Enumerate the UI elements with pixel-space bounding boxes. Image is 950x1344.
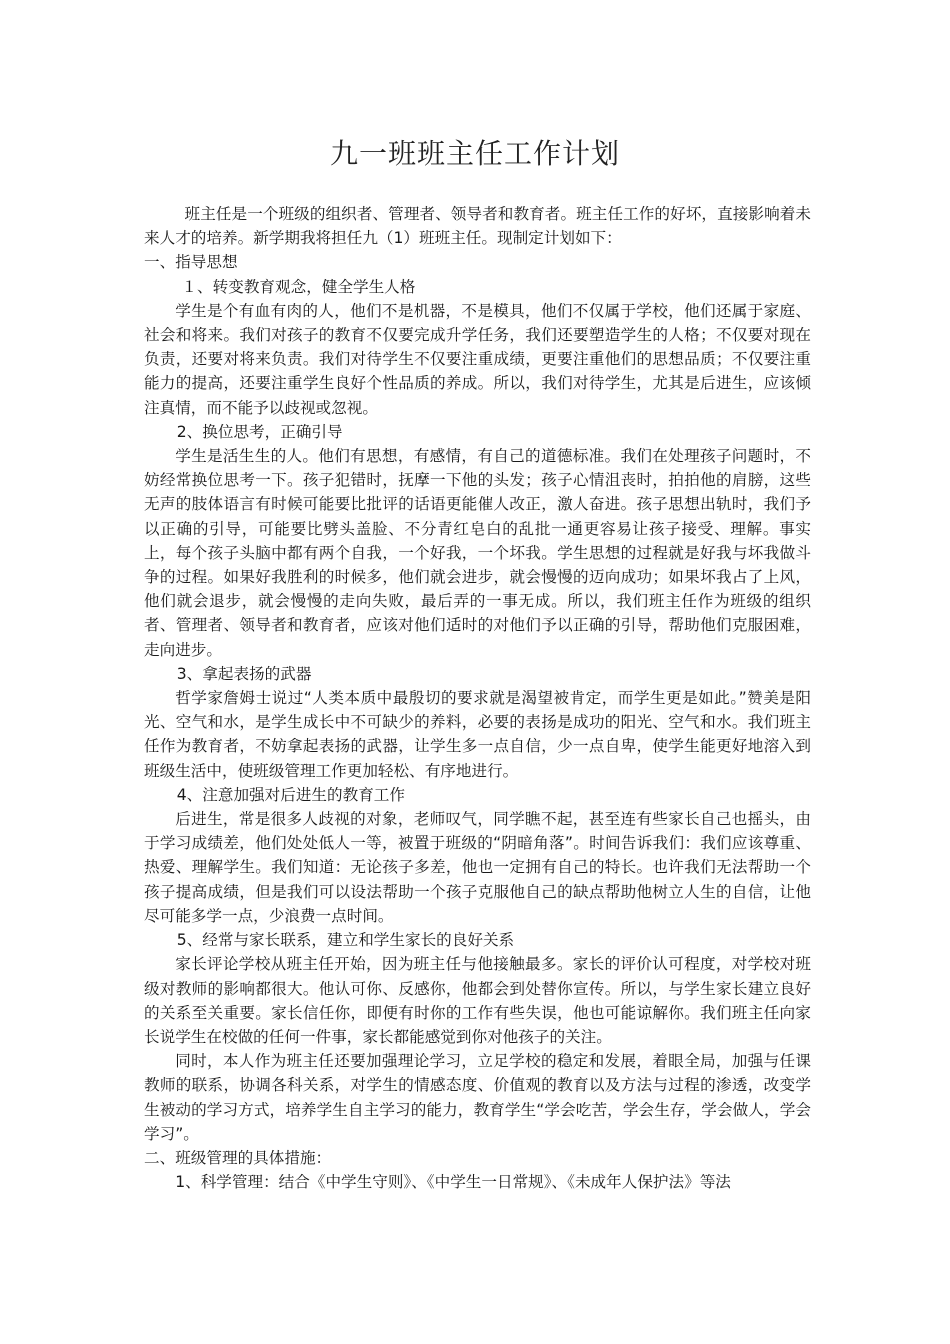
subsection-heading: １、转变教育观念，健全学生人格	[181, 277, 416, 296]
subsection-heading: 4、注意加强对后进生的教育工作	[176, 785, 405, 804]
body-paragraph: 后进生，常是很多人歧视的对象，老师叹气，同学瞧不起，甚至连有些家长自己也摇头，由于学习成绩差，他们处处低人一等，被置于班级的“阴暗角落”。时间告诉我们：我们应该尊重、热爱、理解学生。我们知道：无论孩子多差，他也一定拥有自己的特长。也许我们无法帮助一个孩子提高成绩，但是我们可以设法帮助一个孩子克服他自己的缺点帮助他树立人生的自信，让他尽可能多学一点，少浪费一点时间。	[144, 810, 811, 925]
section-heading: 二、班级管理的具体措施：	[144, 1148, 332, 1167]
document-body	[144, 202, 811, 1194]
body-paragraph: 哲学家詹姆士说过“人类本质中最殷切的要求就是渴望被肯定，而学生更是如此。”赞美是阳光、空气和水，是学生成长中不可缺少的养料，必要的表扬是成功的阳光、空气和水。我们班主任作为教育者，不妨拿起表扬的武器，让学生多一点自信，少一点自卑，使学生能更好地溶入到班级生活中，使班级管理工作更加轻松、有序地进行。	[144, 689, 811, 780]
subsection-heading: 2、换位思考，正确引导	[176, 422, 343, 441]
body-paragraph: 家长评论学校从班主任开始，因为班主任与他接触最多。家长的评价认可程度，对学校对班级对教师的影响都很大。他认可你、反感你，他都会到处替你宣传。所以，与学生家长建立良好的关系至关重要。家长信任你，即便有时你的工作有些失误，他也可能谅解你。我们班主任向家长说学生在校做的任何一件事，家长都能感觉到你对他孩子的关注。	[144, 955, 811, 1046]
body-paragraph: 学生是个有血有肉的人，他们不是机器，不是模具，他们不仅属于学校，他们还属于家庭、社会和将来。我们对孩子的教育不仅要完成升学任务，我们还要塑造学生的人格；不仅要对现在负责，还要对将来负责。我们对待学生不仅要注重成绩，更要注重他们的思想品质；不仅要注重能力的提高，还要注重学生良好个性品质的养成。所以，我们对待学生，尤其是后进生，应该倾注真情，而不能予以歧视或忽视。	[144, 301, 811, 417]
section-heading: 一、指导思想	[144, 253, 238, 272]
subsection-heading: 3、拿起表扬的武器	[176, 664, 312, 683]
body-paragraph: 1、科学管理：结合《中学生守则》、《中学生一日常规》、《未成年人保护法》等法	[175, 1173, 731, 1192]
body-paragraph: 同时，本人作为班主任还要加强理论学习，立足学校的稳定和发展，着眼全局，加强与任课教师的联系，协调各科关系，对学生的情感态度、价值观的教育以及方法与过程的渗透，改变学生被动的学习方式，培养学生自主学习的能力，教育学生“学会吃苦，学会生存，学会做人，学会学习”。	[144, 1052, 811, 1143]
page-title: 九一班班主任工作计划	[329, 137, 620, 170]
subsection-heading: 5、经常与家长联系，建立和学生家长的良好关系	[176, 931, 515, 950]
body-paragraph: 班主任是一个班级的组织者、管理者、领导者和教育者。班主任工作的好坏，直接影响着未来人才的培养。新学期我将担任九（1）班班主任。现制定计划如下：	[144, 205, 811, 248]
body-paragraph: 学生是活生生的人。他们有思想，有感情，有自己的道德标准。我们在处理孩子问题时，不妨经常换位思考一下。孩子犯错时，抚摩一下他的头发；孩子心情沮丧时，拍拍他的肩膀，这些无声的肢体语言有时候可能要比批评的话语更能催人改正，激人奋进。孩子思想出轨时，我们予以正确的引导，可能要比劈头盖脸、不分青红皂白的乱批一通更容易让孩子接受、理解。事实上，每个孩子头脑中都有两个自我，一个好我，一个坏我。学生思想的过程就是好我与坏我做斗争的过程。如果好我胜利的时候多，他们就会进步，就会慢慢的迈向成功；如果坏我占了上风，他们就会退步，就会慢慢的走向失败，最后弄的一事无成。所以，我们班主任作为班级的组织者、管理者、领导者和教育者，应该对他们适时的对他们予以正确的引导，帮助他们克服困难，走向进步。	[144, 447, 811, 659]
